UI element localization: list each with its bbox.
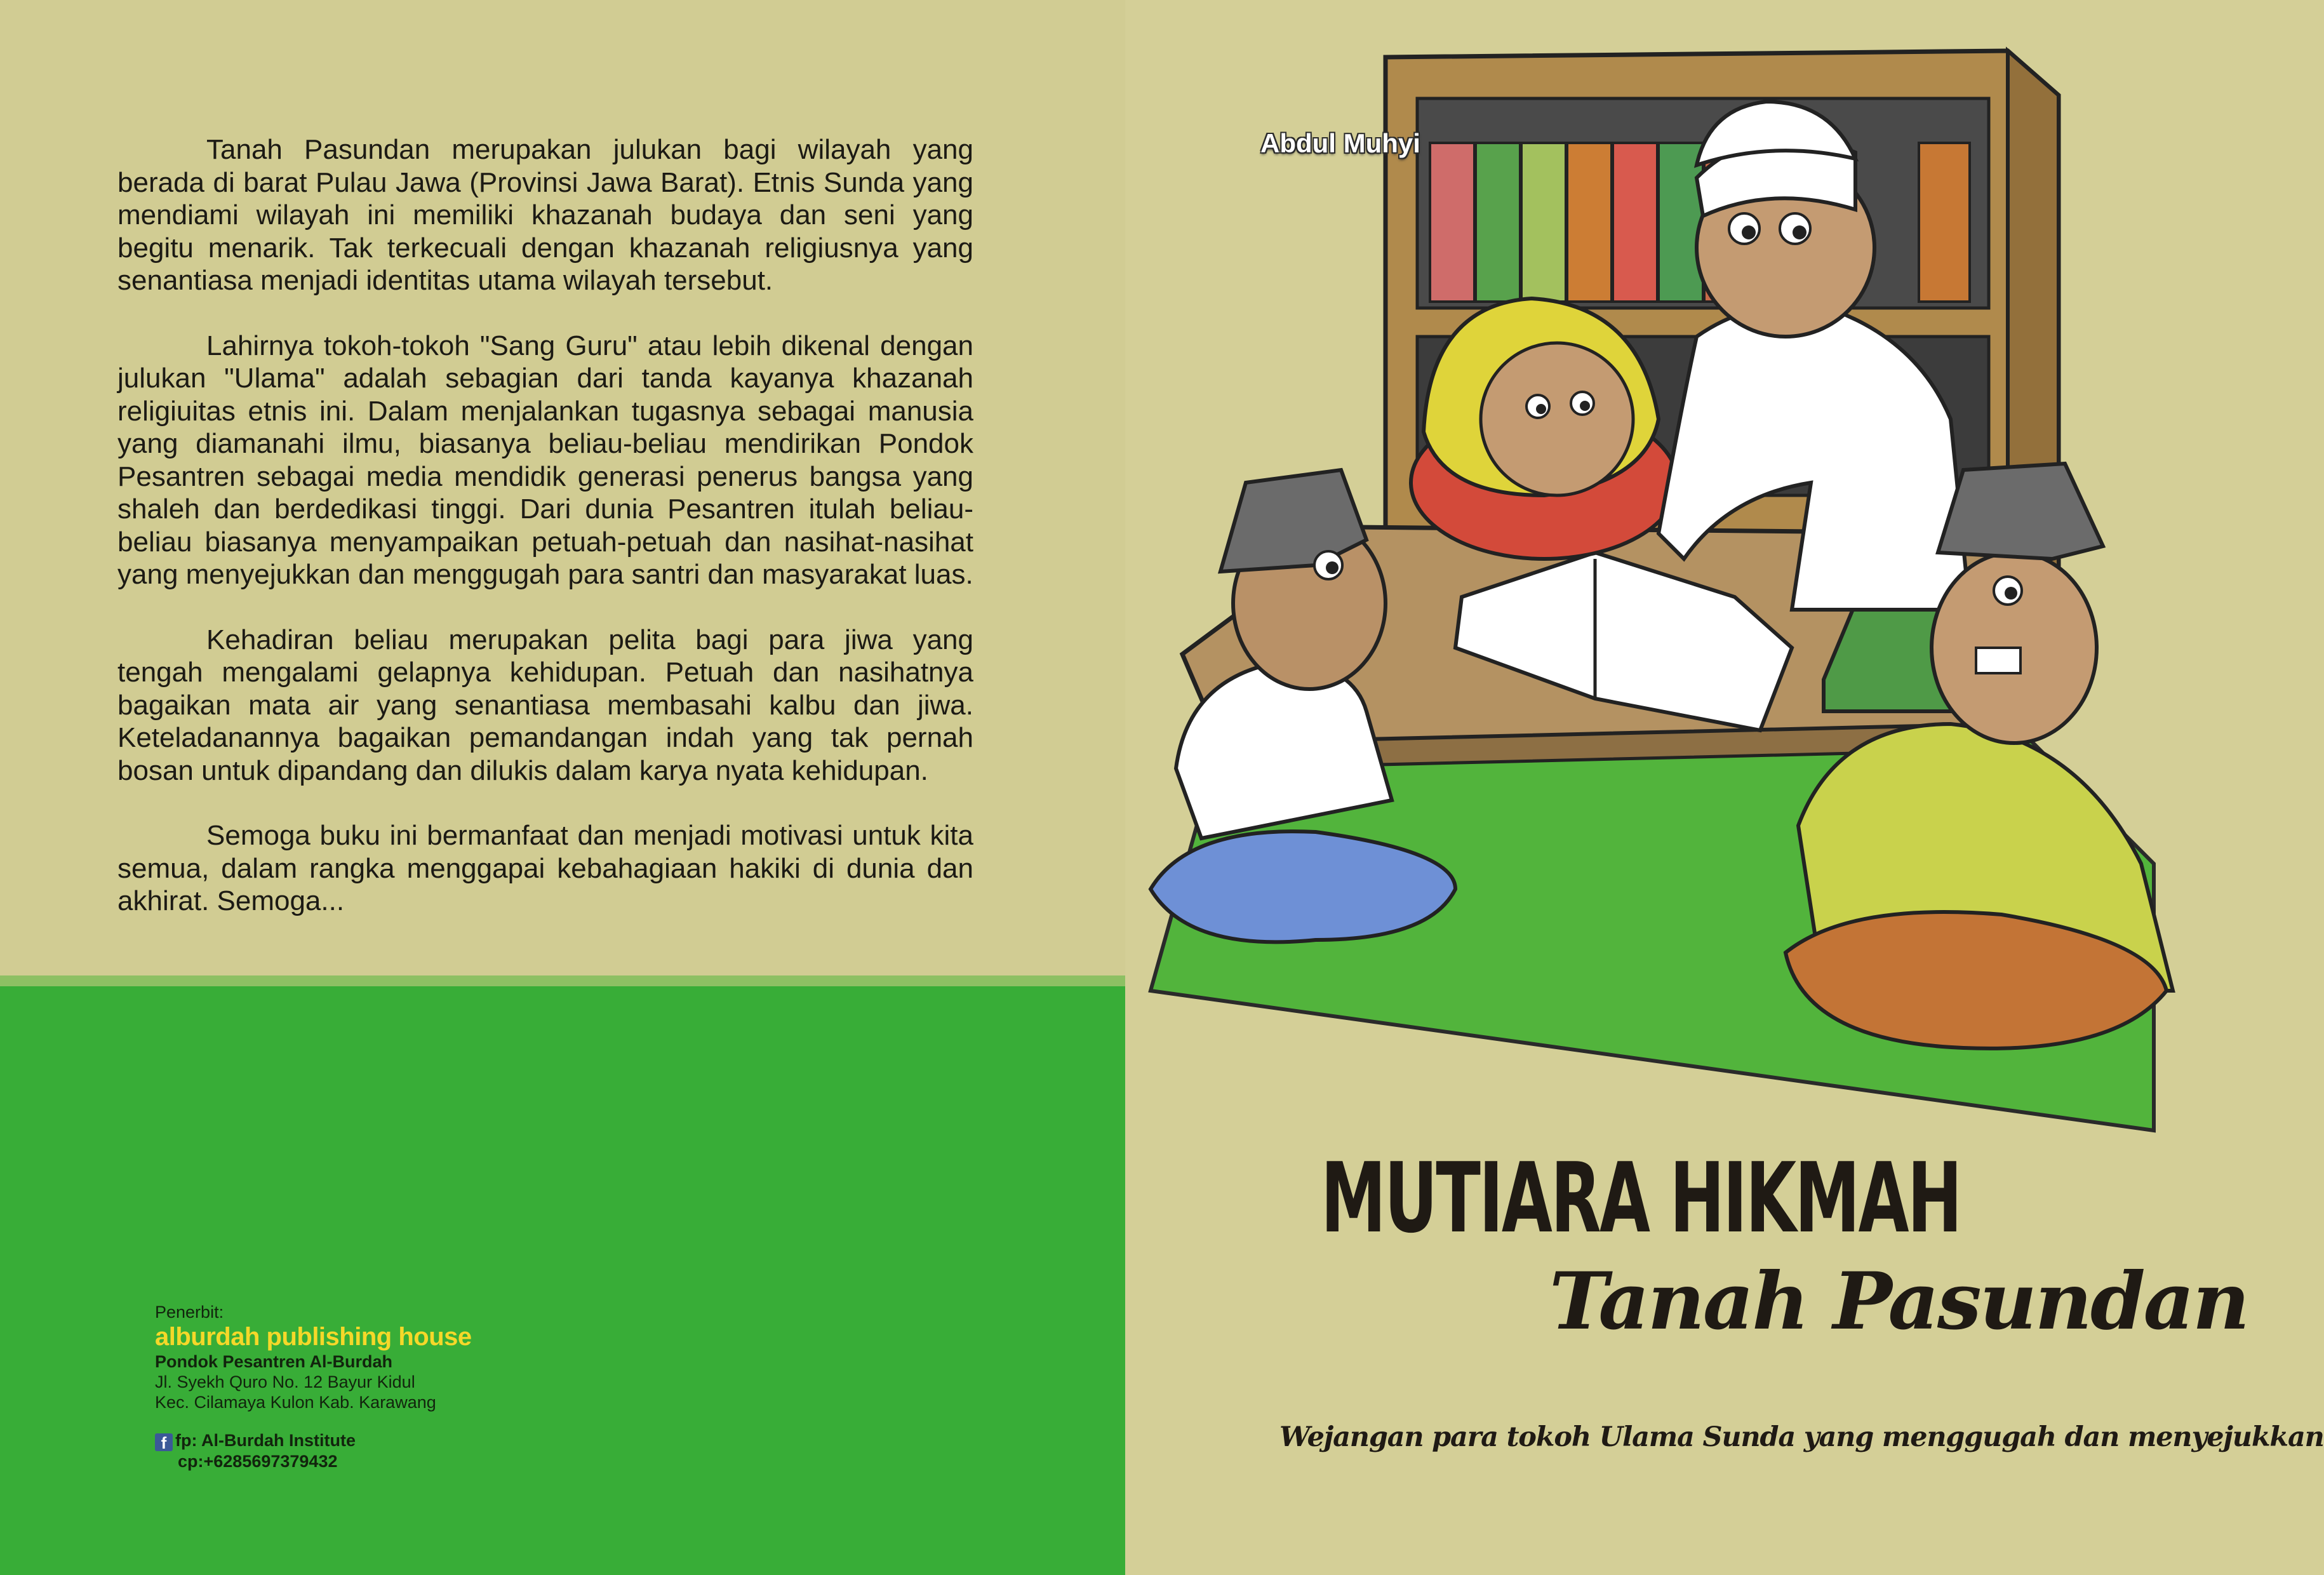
book-title: MUTIARA HIKMAH [1321,1142,1961,1254]
facebook-icon: f [155,1433,173,1451]
publisher-house: alburdah publishing house [155,1323,472,1351]
publisher-address-line2: Kec. Cilamaya Kulon Kab. Karawang [155,1393,436,1412]
publisher-block [155,1302,472,1412]
blurb-text [117,133,973,950]
facebook-line [155,1430,356,1451]
cover-illustration [1125,38,2216,1156]
blurb-paragraph-1: Tanah Pasundan merupakan julukan bagi wilayah yang berada di barat Pulau Jawa (Provinsi Jawa Barat). Etnis Sunda yang mendiami wilayah ini memiliki khazanah budaya dan seni yang begitu menarik. Tak terkecuali dengan khazanah religiusnya yang senantiasa menjadi identitas utama wilayah tersebut. [117,134,973,296]
publisher-institution: Pondok Pesantren Al-Burdah [155,1352,393,1371]
publisher-contact [155,1430,356,1471]
publisher-label: Penerbit: [155,1303,224,1322]
publisher-address-line1: Jl. Syekh Quro No. 12 Bayur Kidul [155,1372,415,1391]
book-tagline: Wejangan para tokoh Ulama Sunda yang menggugah dan menyejukkan [1279,1421,2324,1453]
contact-phone: cp:+6285697379432 [178,1452,338,1471]
book-subtitle: Tanah Pasundan [1549,1256,2248,1348]
green-band [0,986,1125,1575]
facebook-page: fp: Al-Burdah Institute [175,1431,356,1450]
blurb-paragraph-2: Lahirnya tokoh-tokoh "Sang Guru" atau lebih dikenal dengan julukan "Ulama" adalah sebagian dari tanda kayanya khazanah religiuitas etnis ini. Dalam menjalankan tugasnya sebagai manusia yang diamanahi ilmu, biasanya beliau-beliau mendirikan Pondok Pesantren sebagai media mendidik generasi penerus bangsa yang shaleh dan berdedikasi tinggi. Dari dunia Pesantren itulah beliau-beliau biasanya menyampaikan petuah-petuah dan nasihat-nasihat yang menyejukkan dan menggugah para santri dan masyarakat luas. [117,330,973,590]
blurb-paragraph-3: Kehadiran beliau merupakan pelita bagi para jiwa yang tengah mengalami gelapnya kehidupan. Petuah dan nasihatnya bagaikan mata air yang senantiasa membasahi kalbu dan jiwa. Keteladanannya bagaikan pemandangan indah yang tak pernah bosan untuk dipandang dan dilukis dalam karya nyata kehidupan. [117,624,973,786]
author-name: Abdul Muhyi [1260,128,1420,158]
blurb-paragraph-4: Semoga buku ini bermanfaat dan menjadi motivasi untuk kita semua, dalam rangka menggapai kebahagiaan hakiki di dunia dan akhirat. Semoga... [117,820,973,916]
